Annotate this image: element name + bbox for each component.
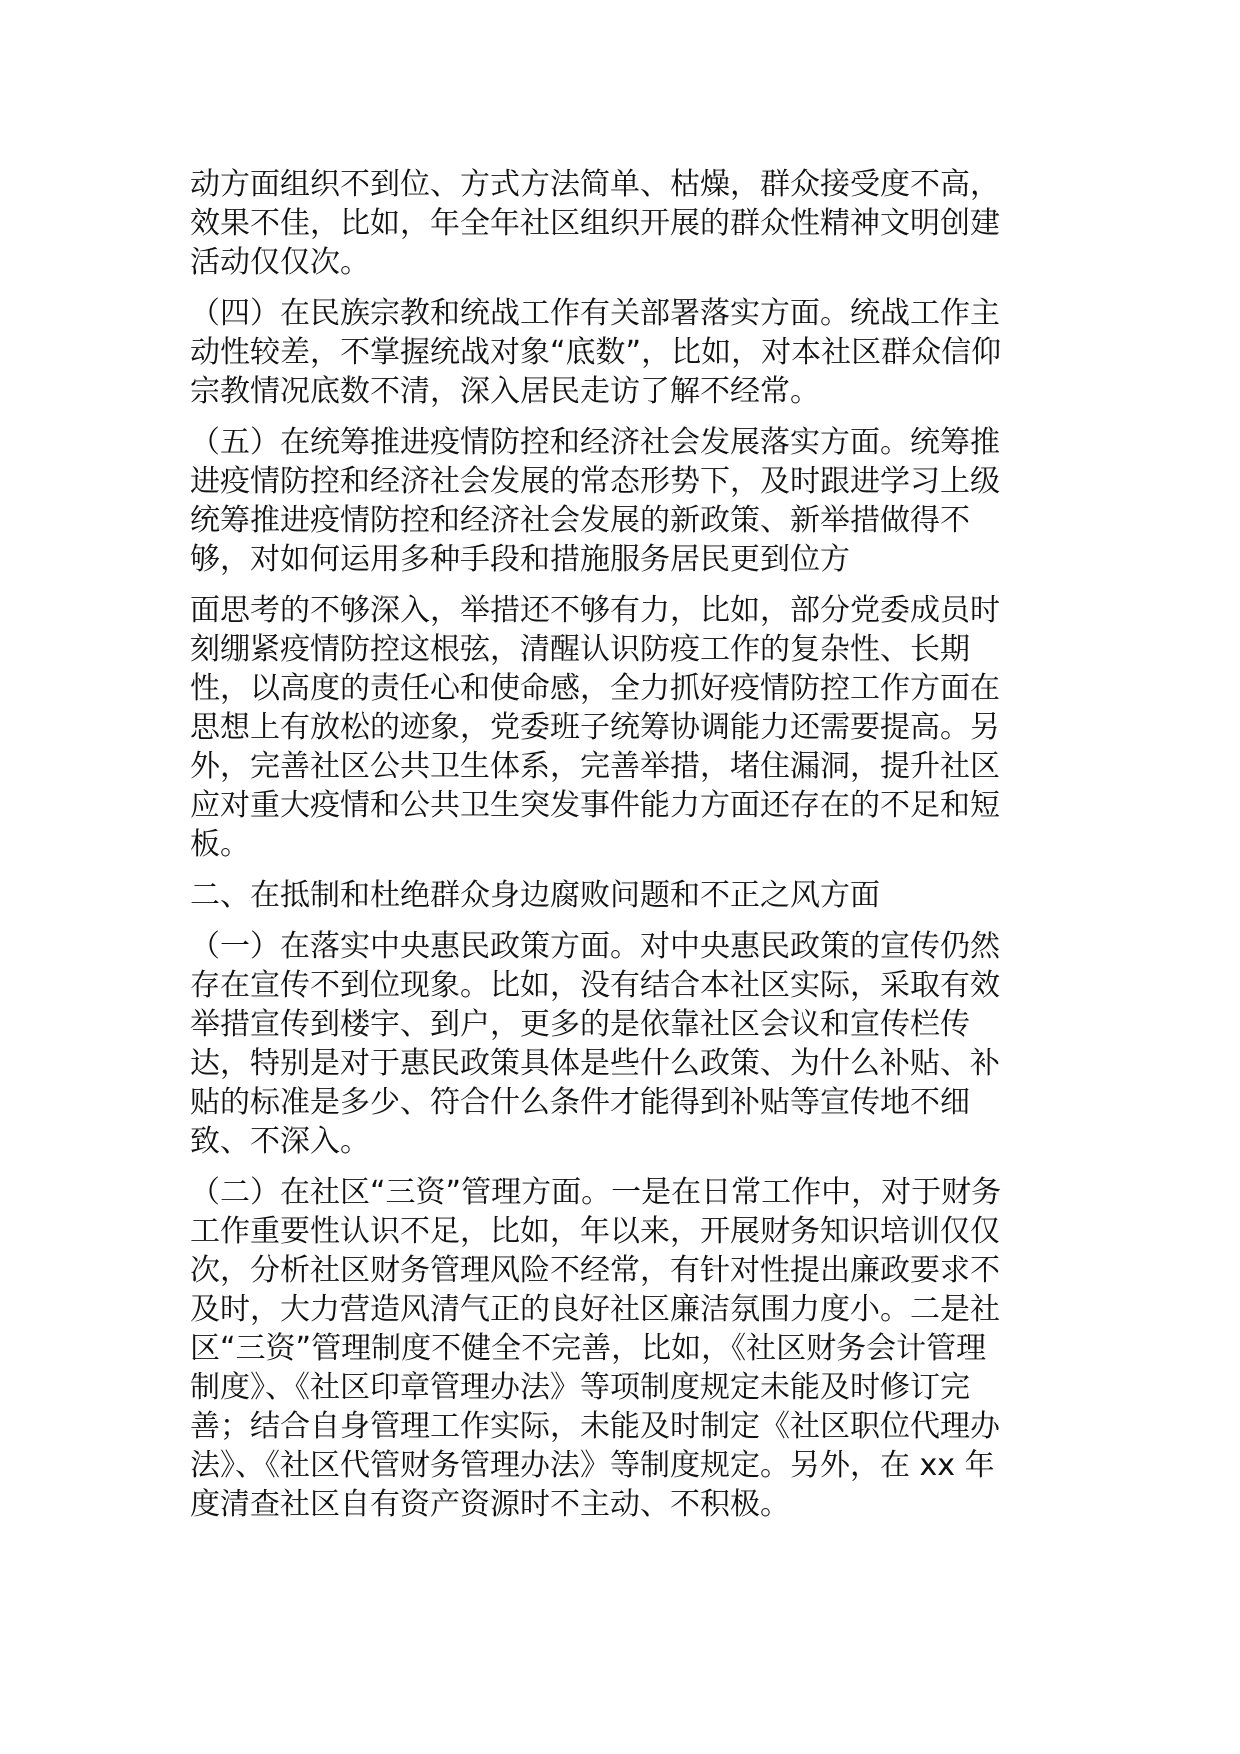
text-line: 宗教情况底数不清，深入居民走访了解不经常。 [190, 374, 820, 409]
document-body [190, 165, 1050, 1536]
text-line: 统筹推进疫情防控和经济社会发展的新政策、新举措做得不 [190, 503, 970, 538]
text-line: 制度》、《社区印章管理办法》等项制度规定未能及时修订完 [190, 1370, 970, 1405]
text-line: （一）在落实中央惠民政策方面。对中央惠民政策的宣传仍然 [190, 929, 1000, 964]
text-line: 进疫情防控和经济社会发展的常态形势下，及时跟进学习上级 [190, 464, 1000, 499]
text-line: 刻绷紧疫情防控这根弦，清醒认识防疫工作的复杂性、长期 [190, 632, 970, 667]
paragraph [190, 1173, 1050, 1524]
text-line: 够，对如何运用多种手段和措施服务居民更到位方 [190, 542, 850, 577]
paragraph [190, 294, 1050, 411]
text-line: 区“三资”管理制度不健全不完善，比如，《社区财务会计管理 [190, 1331, 987, 1366]
text-line: 存在宣传不到位现象。比如，没有结合本社区实际，采取有效 [190, 968, 1000, 1003]
text-line: 性，以高度的责任心和使命感，全力抓好疫情防控工作方面在 [190, 671, 1000, 706]
text-line: 度清查社区自有资产资源时不主动、不积极。 [190, 1487, 790, 1522]
text-line: 善；结合自身管理工作实际，未能及时制定《社区职位代理办 [190, 1409, 1000, 1444]
text-line: 达，特别是对于惠民政策具体是些什么政策、为什么补贴、补 [190, 1046, 1000, 1081]
text-line: 举措宣传到楼宇、到户，更多的是依靠社区会议和宣传栏传 [190, 1007, 970, 1042]
text-line: 活动仅仅次。 [190, 245, 370, 280]
text-line: 贴的标准是多少、符合什么条件才能得到补贴等宣传地不细 [190, 1085, 970, 1120]
text-line: 思想上有放松的迹象，党委班子统筹协调能力还需要提高。另 [190, 710, 1000, 745]
text-line: 效果不佳，比如，年全年社区组织开展的群众性精神文明创建 [190, 206, 1000, 241]
text-line: （二）在社区“三资”管理方面。一是在日常工作中，对于财务 [190, 1175, 1002, 1210]
text-line: 外，完善社区公共卫生体系，完善举措，堵住漏洞，提升社区 [190, 749, 1000, 784]
text-line: 动方面组织不到位、方式方法简单、枯燥，群众接受度不高， [190, 167, 1000, 202]
text-line: （五）在统筹推进疫情防控和经济社会发展落实方面。统筹推 [190, 425, 1000, 460]
text-line: 次，分析社区财务管理风险不经常，有针对性提出廉政要求不 [190, 1253, 1000, 1288]
text-line: （四）在民族宗教和统战工作有关部署落实方面。统战工作主 [190, 296, 1000, 331]
text-line: 应对重大疫情和公共卫生突发事件能力方面还存在的不足和短 [190, 788, 1000, 823]
text-line: 动性较差，不掌握统战对象“底数”，比如，对本社区群众信仰 [190, 335, 1002, 370]
paragraph [190, 423, 1050, 579]
text-line: 法》、《社区代管财务管理办法》等制度规定。另外，在 xx 年 [190, 1448, 995, 1483]
text-line: 致、不深入。 [190, 1124, 370, 1159]
text-line: 及时，大力营造风清气正的良好社区廉洁氛围力度小。二是社 [190, 1292, 1000, 1327]
text-line: 工作重要性认识不足，比如，年以来，开展财务知识培训仅仅 [190, 1214, 1000, 1249]
paragraph [190, 165, 1050, 282]
section-heading [190, 876, 1050, 915]
paragraph [190, 591, 1050, 864]
text-line: 二、在抵制和杜绝群众身边腐败问题和不正之风方面 [190, 878, 880, 913]
text-line: 面思考的不够深入，举措还不够有力，比如，部分党委成员时 [190, 593, 1000, 628]
text-line: 板。 [190, 827, 250, 862]
paragraph [190, 927, 1050, 1161]
